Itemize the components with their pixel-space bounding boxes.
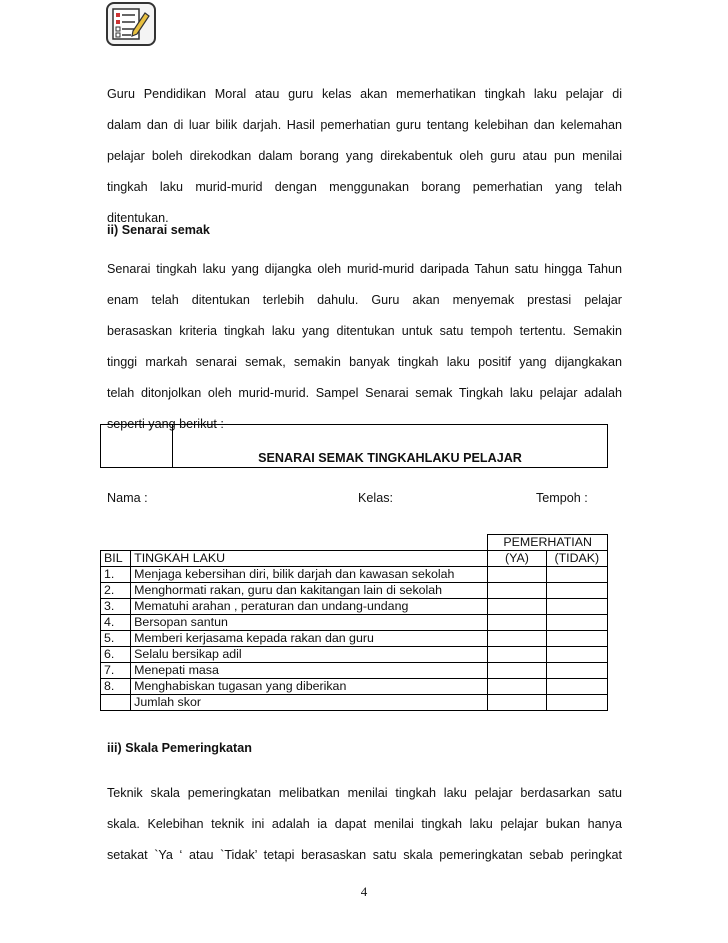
row-number: 2. bbox=[101, 583, 131, 599]
paragraph-line: skala. Kelebihan teknik ini adalah ia dapat menilai tingkah laku pelajar bukan hanya bbox=[107, 817, 622, 831]
skala-paragraph bbox=[107, 778, 622, 871]
checklist-title-box bbox=[100, 424, 608, 468]
checklist-pencil-icon bbox=[111, 7, 151, 41]
row-item: Menjaga kebersihan diri, bilik darjah dan kawasan sekolah bbox=[131, 567, 488, 583]
tidak-cell[interactable] bbox=[546, 647, 607, 663]
table-row bbox=[101, 663, 608, 679]
total-label: Jumlah skor bbox=[131, 695, 488, 711]
title-left-cell bbox=[101, 425, 173, 467]
paragraph-line: Senarai tingkah laku yang dijangka oleh murid-murid daripada Tahun satu hingga Tahun bbox=[107, 262, 622, 276]
senarai-semak-paragraph bbox=[107, 254, 622, 440]
tidak-cell[interactable] bbox=[546, 567, 607, 583]
checklist-logo bbox=[106, 2, 156, 46]
intro-line: Guru Pendidikan Moral atau guru kelas akan memerhatikan tingkah laku pelajar di bbox=[107, 87, 622, 101]
tidak-cell[interactable] bbox=[546, 679, 607, 695]
row-number: 6. bbox=[101, 647, 131, 663]
table-row bbox=[101, 583, 608, 599]
ya-total-cell[interactable] bbox=[488, 695, 546, 711]
pemerhatian-header: PEMERHATIAN bbox=[488, 535, 608, 551]
page-number: 4 bbox=[360, 884, 368, 899]
tidak-cell[interactable] bbox=[546, 599, 607, 615]
ya-cell[interactable] bbox=[488, 615, 546, 631]
ya-cell[interactable] bbox=[488, 663, 546, 679]
paragraph-line: tinggi markah senarai semak, semakin banyak tingkah laku positif yang dijangkakan bbox=[107, 355, 622, 369]
intro-line: dalam dan di luar bilik darjah. Hasil pemerhatian guru tentang kelebihan dan kelemahan bbox=[107, 118, 622, 132]
row-item: Selalu bersikap adil bbox=[131, 647, 488, 663]
row-item: Menghormati rakan, guru dan kakitangan lain di sekolah bbox=[131, 583, 488, 599]
row-item: Memberi kerjasama kepada rakan dan guru bbox=[131, 631, 488, 647]
ya-cell[interactable] bbox=[488, 583, 546, 599]
ya-cell[interactable] bbox=[488, 631, 546, 647]
row-item: Menghabiskan tugasan yang diberikan bbox=[131, 679, 488, 695]
row-number: 7. bbox=[101, 663, 131, 679]
tidak-total-cell[interactable] bbox=[546, 695, 607, 711]
row-number: 5. bbox=[101, 631, 131, 647]
row-item: Mematuhi arahan , peraturan dan undang-undang bbox=[131, 599, 488, 615]
ya-header: (YA) bbox=[488, 551, 546, 567]
table-row bbox=[101, 615, 608, 631]
tidak-cell[interactable] bbox=[546, 615, 607, 631]
tempoh-label: Tempoh : bbox=[536, 491, 588, 505]
nama-label: Nama : bbox=[107, 491, 148, 505]
ya-cell[interactable] bbox=[488, 647, 546, 663]
ya-cell[interactable] bbox=[488, 599, 546, 615]
tingkah-laku-header: TINGKAH LAKU bbox=[131, 551, 488, 567]
section-heading-senarai-semak: ii) Senarai semak bbox=[107, 223, 210, 237]
checklist-title: SENARAI SEMAK TINGKAHLAKU PELAJAR bbox=[258, 451, 522, 465]
tidak-cell[interactable] bbox=[546, 631, 607, 647]
paragraph-line: Teknik skala pemeringkatan melibatkan menilai tingkah laku pelajar berdasarkan satu bbox=[107, 786, 622, 800]
paragraph-line: enam telah ditentukan terlebih dahulu. Guru akan menyemak prestasi pelajar bbox=[107, 293, 622, 307]
intro-paragraph bbox=[107, 79, 622, 234]
tidak-cell[interactable] bbox=[546, 583, 607, 599]
intro-line: tingkah laku murid-murid dengan menggunakan borang pemerhatian yang telah bbox=[107, 180, 622, 194]
row-item: Menepati masa bbox=[131, 663, 488, 679]
intro-line: ditentukan. bbox=[107, 211, 169, 225]
paragraph-line: setakat `Ya ‘ atau `Tidak’ tetapi berasaskan satu skala pemeringkatan sebab peringkat bbox=[107, 848, 622, 862]
tidak-cell[interactable] bbox=[546, 663, 607, 679]
section-heading-skala-pemeringkatan: iii) Skala Pemeringkatan bbox=[107, 741, 252, 755]
table-row bbox=[101, 631, 608, 647]
tidak-header: (TIDAK) bbox=[546, 551, 607, 567]
row-number: 3. bbox=[101, 599, 131, 615]
row-number: 4. bbox=[101, 615, 131, 631]
row-number: 8. bbox=[101, 679, 131, 695]
table-row bbox=[101, 679, 608, 695]
paragraph-line: seperti yang berikut :- bbox=[107, 417, 229, 431]
ya-cell[interactable] bbox=[488, 567, 546, 583]
table-row bbox=[101, 567, 608, 583]
table-row bbox=[101, 599, 608, 615]
row-number: 1. bbox=[101, 567, 131, 583]
checklist-table bbox=[100, 534, 608, 711]
kelas-label: Kelas: bbox=[358, 491, 394, 505]
intro-line: pelajar boleh direkodkan dalam borang yang direkabentuk oleh guru atau pun menilai bbox=[107, 149, 622, 163]
paragraph-line: telah ditonjolkan oleh murid-murid. Sampel Senarai semak Tingkah laku pelajar adalah bbox=[107, 386, 622, 400]
table-row bbox=[101, 647, 608, 663]
table-header-row bbox=[101, 551, 608, 567]
paragraph-line: berasaskan kriteria tingkah laku yang ditentukan untuk satu tempoh tertentu. Semakin bbox=[107, 324, 622, 338]
row-item: Bersopan santun bbox=[131, 615, 488, 631]
table-header-row bbox=[101, 535, 608, 551]
ya-cell[interactable] bbox=[488, 679, 546, 695]
bil-header: BIL bbox=[101, 551, 131, 567]
total-row bbox=[101, 695, 608, 711]
